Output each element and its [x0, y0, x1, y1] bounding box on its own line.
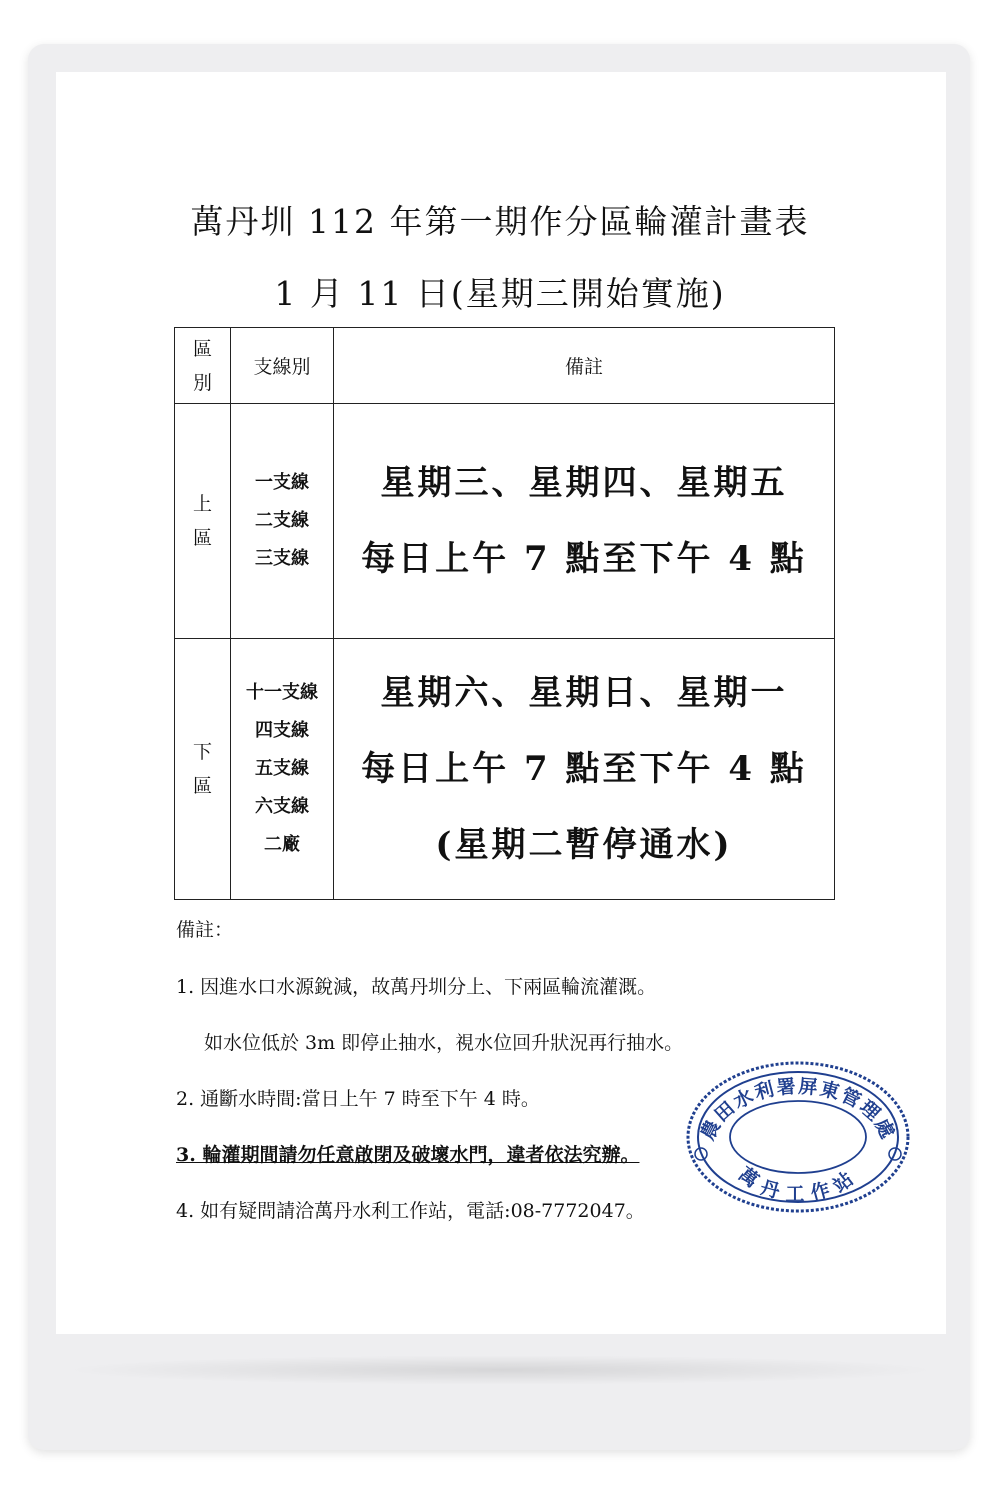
stamp-inner-text: 萬丹工作站 — [734, 1163, 864, 1205]
zone-cell-lower — [175, 639, 231, 900]
schedule-suspension: (星期二暫停通水) — [435, 825, 733, 866]
header-branch-label: 支線別 — [253, 356, 311, 379]
table-header-row — [175, 328, 835, 404]
zone-label-lower: 下 區 — [192, 741, 212, 798]
schedule-days: 星期六、星期日、星期一 — [380, 673, 788, 714]
schedule-hours: 每日上午 7 點至下午 4 點 — [361, 539, 807, 580]
document-subtitle: 1 月 11 日(星期三開始實施) — [274, 274, 726, 313]
table-row — [175, 639, 835, 900]
schedule-cell-lower — [334, 639, 835, 900]
official-seal-stamp — [683, 1058, 913, 1216]
notes-heading: 備註： — [176, 919, 234, 941]
header-zone-label: 區 別 — [192, 337, 212, 394]
header-remarks-label: 備註 — [564, 356, 603, 379]
note-item: 如水位低於 3m 即停止抽水，視水位回升狀況再行抽水。 — [204, 1032, 684, 1054]
header-zone — [175, 328, 231, 404]
note-item: 1. 因進水口水源銳減，故萬丹圳分上、下兩區輪流灌溉。 — [176, 976, 657, 998]
schedule-cell-upper — [334, 404, 835, 639]
header-branch — [231, 328, 334, 404]
schedule-days: 星期三、星期四、星期五 — [380, 463, 788, 504]
note-item: 2. 通斷水時間:當日上午 7 時至下午 4 時。 — [176, 1088, 540, 1110]
branch-item: 二支線 — [255, 510, 309, 532]
frame-shadow — [60, 1355, 940, 1385]
stamp-outer-text: 農田水利署屏東管理處 — [696, 1075, 900, 1144]
note-item: 3. 輪灌期間請勿任意啟閉及破壞水門，違者依法究辦。 — [176, 1144, 640, 1166]
schedule-table — [174, 327, 835, 900]
branch-cell-lower — [231, 639, 334, 900]
zone-cell-upper — [175, 404, 231, 639]
branch-item: 十一支線 — [246, 682, 318, 704]
branch-item: 一支線 — [255, 472, 309, 494]
branch-item: 三支線 — [255, 548, 309, 570]
branch-item: 四支線 — [255, 720, 309, 742]
header-remarks — [334, 328, 835, 404]
branch-item: 五支線 — [255, 758, 309, 780]
zone-label-upper: 上 區 — [192, 493, 212, 550]
branch-item: 六支線 — [255, 796, 309, 818]
branch-item: 二廠 — [264, 834, 300, 856]
document-title: 萬丹圳 112 年第一期作分區輪灌計畫表 — [190, 202, 810, 241]
branch-cell-upper — [231, 404, 334, 639]
schedule-hours: 每日上午 7 點至下午 4 點 — [361, 749, 807, 790]
note-item: 4. 如有疑問請洽萬丹水利工作站，電話:08-7772047。 — [176, 1200, 645, 1222]
table-row — [175, 404, 835, 639]
